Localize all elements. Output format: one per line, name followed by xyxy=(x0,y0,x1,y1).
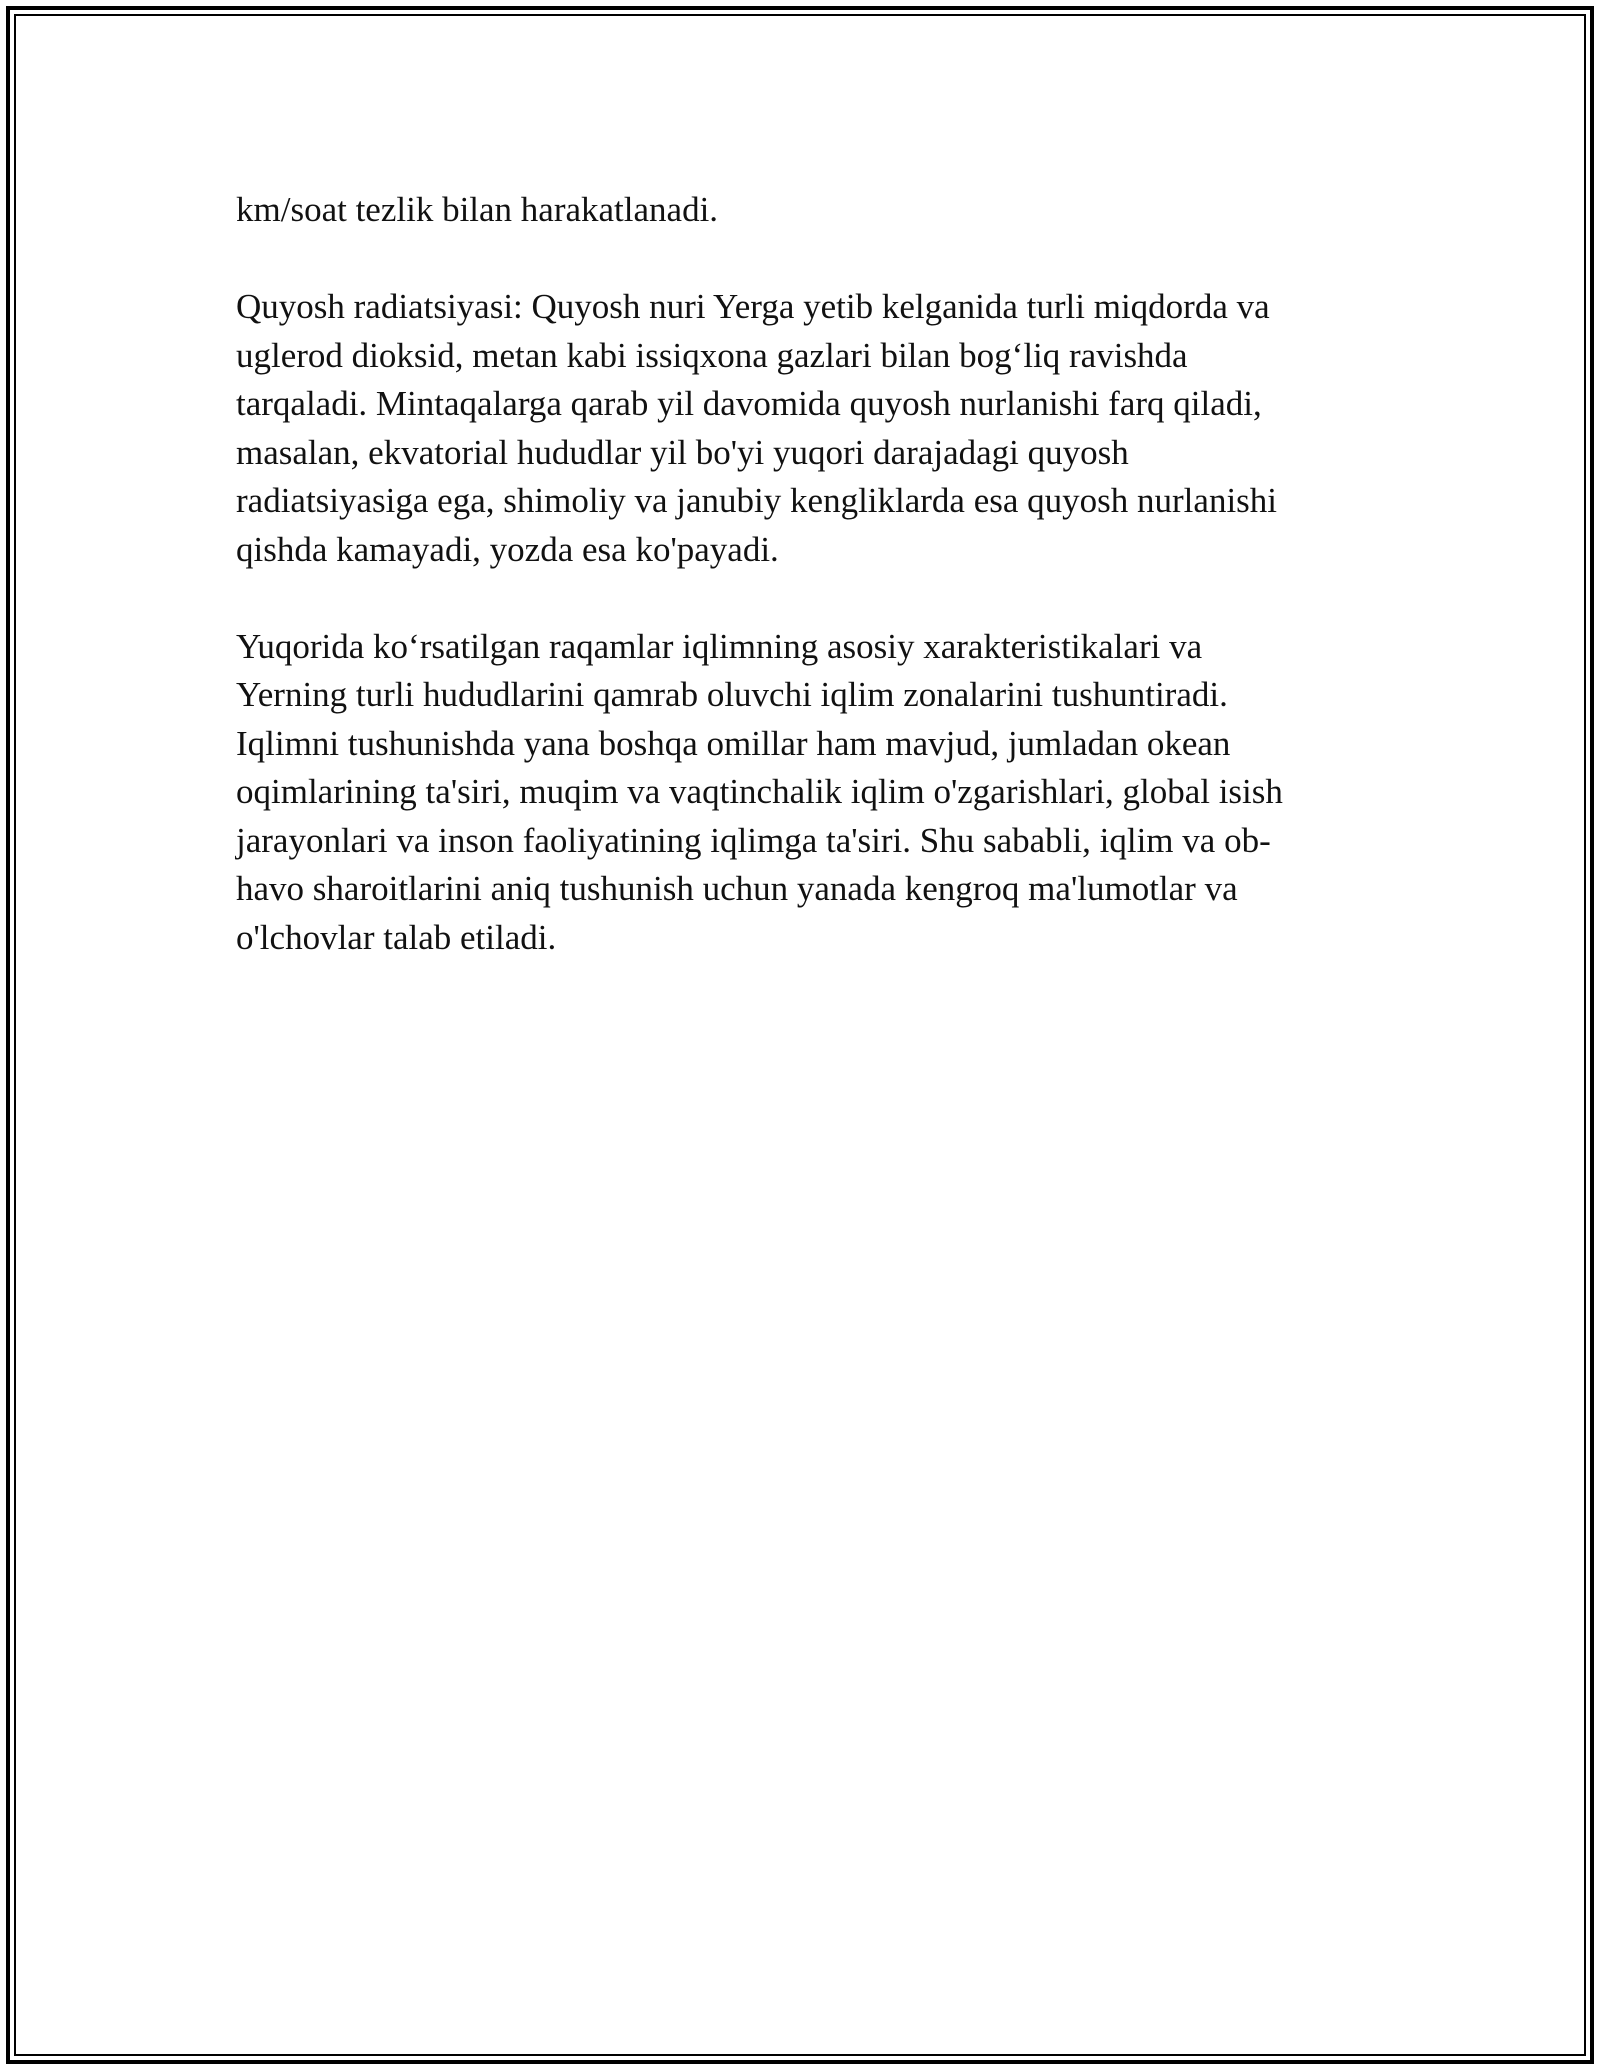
text-line: masalan, ekvatorial hududlar yil bo'yi yuqori darajadagi quyosh xyxy=(236,432,1129,472)
text-line: tarqaladi. Mintaqalarga qarab yil davomida quyosh nurlanishi farq qiladi, xyxy=(236,384,1262,423)
text-line: uglerod dioksid, metan kabi issiqxona gazlari bilan bog‘liq ravishda xyxy=(236,335,1188,375)
text-line: qishda kamayadi, yozda esa ko'payadi. xyxy=(236,529,779,569)
text-line: Quyosh radiatsiyasi: Quyosh nuri Yerga yetib kelganida turli miqdorda va xyxy=(236,287,1270,326)
text-line: Yerning turli hududlarini qamrab oluvchi iqlim zonalarini tushuntiradi. xyxy=(236,675,1228,714)
paragraph-climate-summary xyxy=(236,623,1356,963)
text-line: km/soat tezlik bilan harakatlanadi. xyxy=(236,190,719,229)
text-line: havo sharoitlarini aniq tushunish uchun yanada kengroq ma'lumotlar va xyxy=(236,869,1238,908)
text-line: Iqlimni tushunishda yana boshqa omillar ham mavjud, jumladan okean xyxy=(236,723,1231,763)
paragraph-solar-radiation xyxy=(236,283,1356,574)
text-line: oqimlarining ta'siri, muqim va vaqtinchalik iqlim o'zgarishlari, global isish xyxy=(236,772,1283,811)
text-line: radiatsiyasiga ega, shimoliy va janubiy kengliklarda esa quyosh nurlanishi xyxy=(236,481,1278,520)
text-line: Yuqorida ko‘rsatilgan raqamlar iqlimning asosiy xarakteristikalari va xyxy=(236,626,1203,666)
paragraph-continuation xyxy=(236,186,1356,235)
text-line: jarayonlari va inson faoliyatining iqlimga ta'siri. Shu sababli, iqlim va ob- xyxy=(236,820,1271,860)
text-line: o'lchovlar talab etiladi. xyxy=(236,917,557,957)
document-body xyxy=(236,186,1356,1011)
